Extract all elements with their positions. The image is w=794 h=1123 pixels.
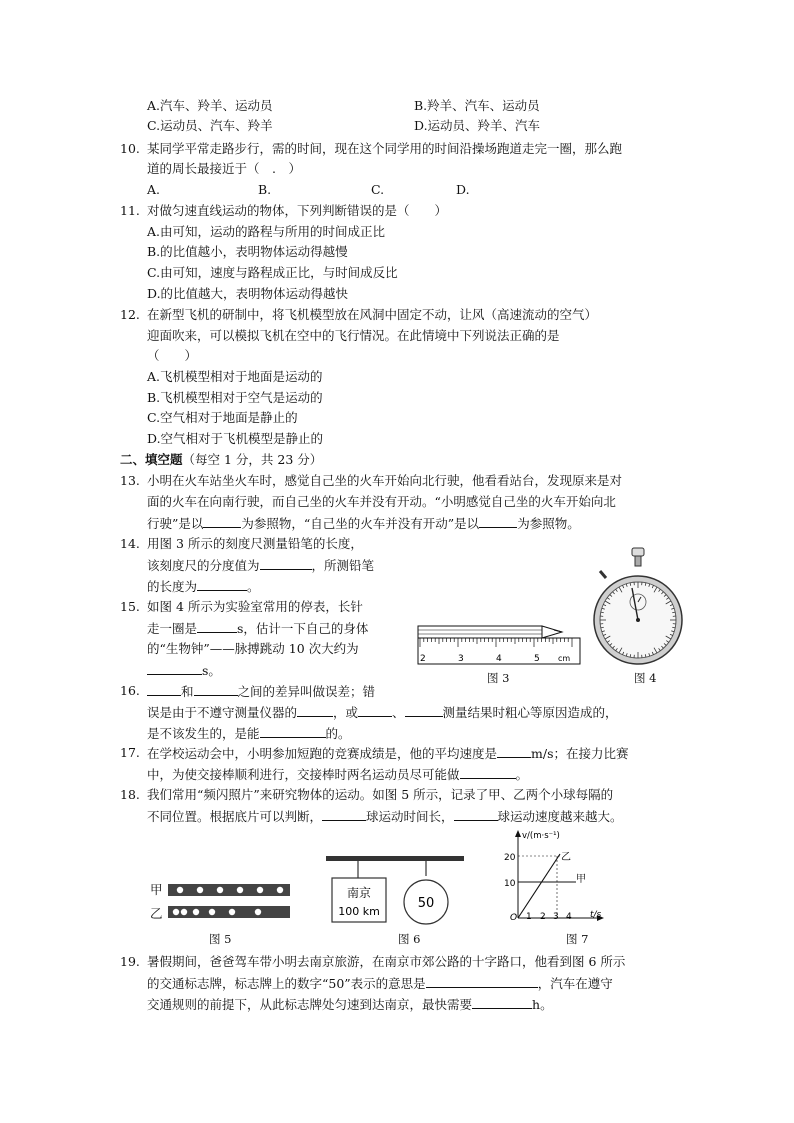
v-axis-label: v/(m·s⁻¹) (522, 831, 560, 841)
q17-text-a: 在学校运动会中，小明参加短跑的竞赛成绩是，他的平均速度是 (147, 746, 498, 761)
q13-line2: 面的火车在向南行驶，而自己坐的火车并没有开动。“小明感觉自己坐的火车开始向北 (147, 494, 616, 509)
q14-text-d: 。 (247, 579, 260, 594)
q19-line2 (147, 975, 613, 992)
v-tick-20: 20 (504, 853, 516, 863)
q10-option-d: D. (456, 182, 470, 197)
figure-6-traffic-sign (326, 854, 466, 928)
q9-option-d: D.运动员、羚羊、汽车 (414, 118, 541, 133)
figure-7-vt-graph (498, 826, 610, 924)
sign-distance: 100 km (338, 905, 380, 918)
q17-blank-1[interactable] (497, 745, 531, 758)
q16-text-d: ，或 (333, 705, 359, 720)
q16-text-h: 的。 (325, 726, 351, 741)
origin-label: O (510, 913, 518, 923)
jia-ball-position (237, 887, 243, 893)
q15-line1: 如图 4 所示为实验室常用的停表，长针 (147, 599, 363, 614)
label-yi: 乙 (561, 852, 571, 863)
ruler-tick-label-3: 3 (458, 654, 464, 664)
q17-text-d: 。 (515, 767, 529, 782)
q16-blank-6[interactable] (260, 725, 326, 738)
q12-option-c: C.空气相对于地面是静止的 (147, 410, 298, 425)
q15-number: 15. (120, 599, 140, 614)
q16-blank-1[interactable] (147, 683, 181, 696)
section-heading (120, 452, 322, 468)
q10-option-a: A. (147, 182, 161, 197)
q16-blank-3[interactable] (297, 704, 333, 717)
figure-5-caption: 图 5 (209, 932, 232, 946)
sign-beam (326, 856, 464, 861)
q14-blank-2[interactable] (197, 578, 247, 591)
ruler-tick-label-4: 4 (496, 654, 502, 664)
jia-ball-position (177, 887, 183, 893)
q17-text-c: 中，为使交接棒顺利进行，交接棒时两名运动员尽可能做 (147, 767, 460, 782)
t-axis-label: t/s (590, 910, 602, 920)
q14-blank-1[interactable] (260, 557, 312, 570)
q17-number: 17. (120, 745, 140, 760)
q15-blank-1[interactable] (197, 620, 237, 633)
figure-4-stopwatch (592, 546, 684, 672)
ruler-tick-label-2: 2 (420, 654, 426, 664)
t-tick-4: 4 (566, 912, 572, 922)
t-tick-3: 3 (553, 912, 559, 922)
strip-jia (168, 884, 290, 896)
q11-option-a: A.由可知，运动的路程与所用的时间成正比 (147, 224, 386, 239)
line-yi (518, 854, 560, 918)
figure-5-strobe (166, 880, 292, 922)
q16-blank-2[interactable] (194, 683, 238, 696)
q19-number: 19. (120, 954, 140, 969)
q13-line3 (147, 515, 580, 532)
yi-ball-position (209, 909, 215, 915)
q16-text-c: 误是由于不遵守测量仪器的 (147, 705, 298, 720)
q12-stem-line1: 在新型飞机的研制中，将飞机模型放在风洞中固定不动，让风（高速流动的空气） (147, 307, 598, 322)
q10-option-b: B. (258, 182, 272, 197)
q13-text-c: 为参照物。 (517, 516, 580, 531)
q18-line2 (147, 808, 623, 825)
jia-ball-position (257, 887, 263, 893)
q19-text-c: 交通规则的前提下，从此标志牌处匀速到达南京，最快需要 (147, 997, 473, 1012)
q15-text-a: 走一圈是 (147, 621, 198, 636)
v-tick-10: 10 (504, 879, 516, 889)
pencil-tip (542, 626, 562, 638)
fig5-label-jia: 甲 (150, 882, 163, 897)
q16-line3 (147, 725, 351, 742)
q15-line4 (147, 662, 221, 679)
yi-ball-position (229, 909, 235, 915)
q18-blank-1[interactable] (322, 808, 366, 821)
q16-line2 (147, 704, 618, 721)
q16-text-f: 测量结果时粗心等原因造成的， (442, 705, 618, 720)
q19-text-d: h。 (532, 997, 553, 1012)
q17-line2 (147, 766, 528, 783)
ruler-unit: cm (558, 654, 571, 663)
t-tick-2: 2 (540, 912, 546, 922)
q16-text-b: 之间的差异叫做误差；错 (237, 684, 376, 699)
q15-blank-2[interactable] (147, 662, 202, 675)
q19-line3 (147, 996, 553, 1013)
q12-number: 12. (120, 307, 140, 322)
q14-text-c: 的长度为 (147, 579, 198, 594)
yi-ball-position (173, 909, 179, 915)
stopwatch-side-button (600, 571, 606, 578)
q12-stem-line2: 迎面吹来，可以模拟飞机在空中的飞行情况。在此情境中下列说法正确的是 (147, 328, 560, 343)
section-note: （每空 1 分，共 23 分） (182, 452, 323, 467)
q10-number: 10. (120, 141, 140, 156)
q17-line1 (147, 745, 629, 762)
sign-speed: 50 (417, 896, 435, 911)
q14-line2 (147, 557, 374, 574)
q12-stem-line3: （ ） (147, 348, 198, 363)
q11-option-d: D.的比值越大，表明物体运动得越快 (147, 286, 349, 301)
q19-blank-1[interactable] (426, 975, 538, 988)
q9-option-a: A.汽车、羚羊、运动员 (147, 98, 273, 113)
q13-number: 13. (120, 473, 140, 488)
q16-number: 16. (120, 683, 140, 698)
jia-ball-position (197, 887, 203, 893)
q14-number: 14. (120, 536, 140, 551)
q18-line1: 我们常用“频闪照片”来研究物体的运动。如图 5 所示，记录了甲、乙两个小球每隔的 (147, 787, 614, 802)
q10-stem-line1: 某同学平常走路步行，需的时间，现在这个同学用的时间沿操场跑道走完一圈，那么跑 (147, 141, 623, 156)
q13-line1: 小明在火车站坐火车时，感觉自己坐的火车开始向北行驶，他看看站台，发现原来是对 (147, 473, 623, 488)
q12-option-a: A.飞机模型相对于地面是运动的 (147, 369, 323, 384)
label-jia: 甲 (576, 874, 586, 885)
q14-text-b: ，所测铅笔 (311, 558, 375, 573)
q11-option-c: C.由可知，速度与路程成正比，与时间成反比 (147, 265, 398, 280)
q18-text-c: 球运动速度越来越大。 (497, 809, 623, 824)
figure-3-ruler (414, 618, 584, 666)
q13-text-a: 行驶”是以 (147, 516, 204, 531)
t-tick-1: 1 (526, 912, 532, 922)
q15-text-c: s。 (202, 663, 221, 678)
q16-text-g: 是不该发生的，是能 (147, 726, 260, 741)
q10-stem-line2: 道的周长最接近于（ . ） (147, 161, 301, 176)
ruler-tick-label-5: 5 (534, 654, 540, 664)
q18-text-b: 球运动时间长， (366, 809, 454, 824)
q16-blank-5[interactable] (405, 704, 443, 717)
q16-blank-4[interactable] (358, 704, 392, 717)
q15-line2 (147, 620, 368, 637)
q10-option-c: C. (371, 182, 385, 197)
q14-line1: 用图 3 所示的刻度尺测量铅笔的长度， (147, 536, 363, 551)
q18-blank-2[interactable] (454, 808, 498, 821)
q17-blank-2[interactable] (460, 766, 516, 779)
q12-option-d: D.空气相对于飞机模型是静止的 (147, 431, 324, 446)
q11-stem: 对做匀速直线运动的物体，下列判断错误的是（ ） (147, 203, 448, 218)
q12-option-b: B.飞机模型相对于空气是运动的 (147, 390, 323, 405)
yi-ball-position (181, 909, 187, 915)
q15-text-b: s，估计一下自己的身体 (237, 621, 369, 636)
figure-6-caption: 图 6 (398, 932, 421, 946)
q15-line3: 的“生物钟”——脉搏跳动 10 次大约为 (147, 641, 359, 656)
q19-text-a: 的交通标志牌，标志牌上的数字“50”表示的意思是 (147, 976, 426, 991)
yi-ball-position (193, 909, 199, 915)
q9-option-b: B.羚羊、汽车、运动员 (414, 98, 540, 113)
q19-text-b: ，汽车在遵守 (537, 976, 613, 991)
figure-7-caption: 图 7 (566, 932, 589, 946)
q19-blank-2[interactable] (472, 996, 532, 1009)
yi-ball-position (255, 909, 261, 915)
q14-text-a: 该刻度尺的分度值为 (147, 558, 260, 573)
fig5-label-yi: 乙 (150, 906, 163, 921)
q11-number: 11. (120, 203, 140, 218)
q11-option-b: B.的比值越小，表明物体运动得越慢 (147, 244, 348, 259)
q16-text-e: 、 (392, 705, 405, 720)
figure-4-caption: 图 4 (634, 671, 657, 685)
q13-blank-1[interactable] (203, 515, 241, 528)
q16-line1 (147, 683, 375, 700)
sign-city: 南京 (346, 886, 372, 900)
q17-text-b: m/s；在接力比赛 (531, 746, 629, 761)
q9-option-c: C.运动员、汽车、羚羊 (147, 118, 273, 133)
q16-text-a: 和 (181, 684, 194, 699)
q13-text-b: 为参照物，“自己坐的火车并没有开动”是以 (241, 516, 480, 531)
q14-line3 (147, 578, 260, 595)
figure-3-caption: 图 3 (487, 671, 510, 685)
jia-ball-position (217, 887, 223, 893)
q18-text-a: 不同位置。根据底片可以判断， (147, 809, 323, 824)
q19-line1: 暑假期间，爸爸驾车带小明去南京旅游，在南京市郊公路的十字路口，他看到图 6 所示 (147, 954, 626, 969)
q13-blank-2[interactable] (479, 515, 517, 528)
section-title: 二、填空题 (120, 452, 183, 467)
pencil-body (418, 626, 542, 638)
jia-ball-position (277, 887, 283, 893)
q18-number: 18. (120, 787, 140, 802)
